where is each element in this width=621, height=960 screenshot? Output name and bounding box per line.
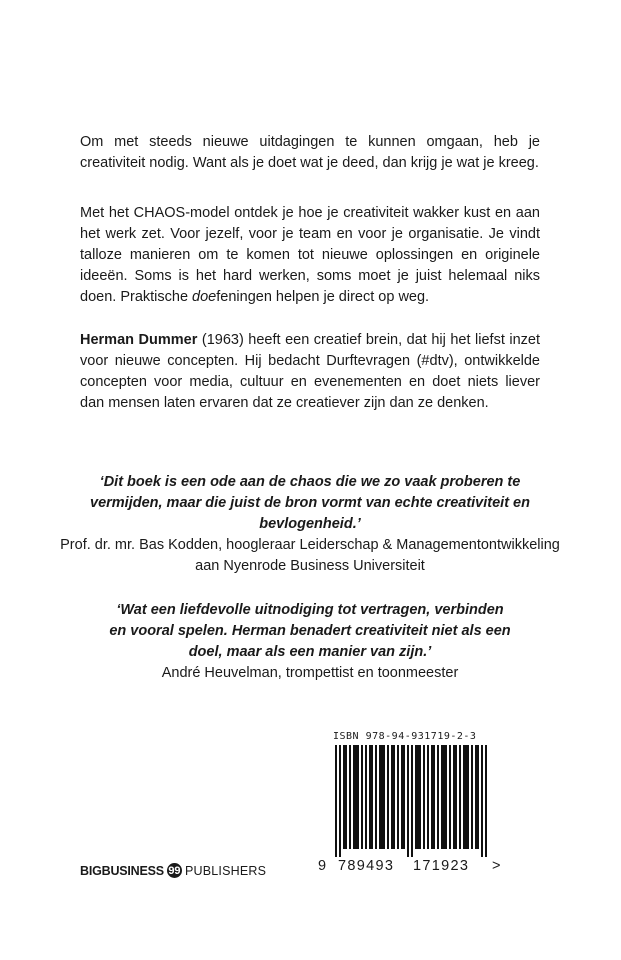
quote-attribution: Prof. dr. mr. Bas Kodden, hoogleraar Leiderschap & Managementontwikkeling aan Nyenrode Business Universiteit bbox=[60, 537, 560, 574]
isbn-label: ISBN 978-94-931719-2-3 bbox=[333, 731, 477, 742]
quote-block-1 bbox=[60, 472, 560, 577]
intro-text-2a: Met het CHAOS-model ontdek je hoe je creativiteit wakker kust en aan het werk zet. Voor jezelf, voor je team en voor je organisatie. Je vindt talloze manieren om te komen tot nieuwe oplossingen en originele ideeën. Soms is het hard werken, soms moet je juist helemaal niks doen. Praktische bbox=[80, 205, 540, 305]
publisher-logo bbox=[80, 863, 266, 878]
barcode-digit-first: 9 bbox=[318, 858, 327, 874]
barcode-digits-group-1: 789493 bbox=[338, 858, 395, 874]
publisher-name-light: PUBLISHERS bbox=[184, 863, 267, 878]
intro-text-2 bbox=[80, 203, 540, 308]
barcode-digits-group-2: 171923 bbox=[413, 858, 470, 874]
author-name: Herman Dummer bbox=[80, 332, 198, 348]
barcode-end-marker: > bbox=[492, 858, 501, 874]
quote-text: ‘Dit boek is een ode aan de chaos die we zo vaak proberen te vermijden, maar die juist de bron vormt van echte creativiteit en bevlogenheid.’ bbox=[90, 474, 530, 532]
quote-badge-icon: 99 bbox=[168, 865, 181, 877]
author-paragraph bbox=[80, 330, 540, 414]
intro-paragraph-2 bbox=[80, 203, 540, 308]
author-bio: (1963) heeft een creatief brein, dat hij het liefst inzet voor nieuwe concepten. Hij bedacht Durftevragen (#dtv), ontwikkelde concepten voor media, cultuur en evenementen en doet niets liever dan mensen laten ervaren dat ze creatiever zijn dan ze denken. bbox=[80, 332, 540, 411]
quote-text: ‘Wat een liefdevolle uitnodiging tot vertragen, verbinden en vooral spelen. Herman benadert creativiteit niet als een doel, maar als een manier van zijn.’ bbox=[109, 602, 511, 660]
author-text bbox=[80, 330, 540, 414]
intro-text-2-italic: doe bbox=[192, 289, 217, 305]
intro-text-2b: feningen helpen je direct op weg. bbox=[216, 289, 430, 305]
intro-paragraph-1 bbox=[80, 132, 540, 174]
quote-block-2 bbox=[60, 600, 560, 684]
publisher-name-bold: BIGBUSINESS bbox=[80, 863, 164, 878]
barcode-icon bbox=[333, 745, 493, 857]
quote-attribution: André Heuvelman, trompettist en toonmeester bbox=[161, 665, 459, 681]
intro-text-1: Om met steeds nieuwe uitdagingen te kunnen omgaan, heb je creativiteit nodig. Want als je doet wat je deed, dan krijg je wat je kreeg. bbox=[80, 134, 540, 171]
